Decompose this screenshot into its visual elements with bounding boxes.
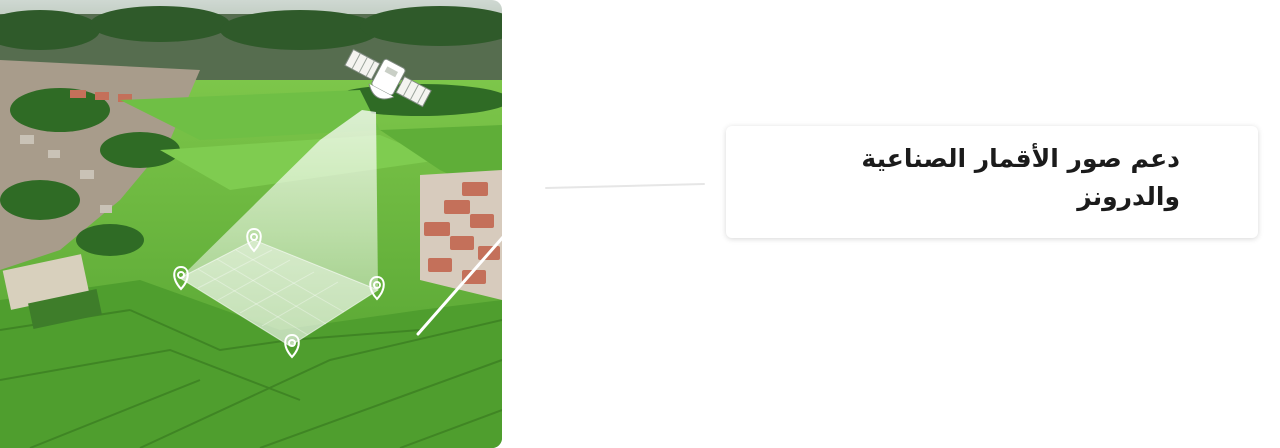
feature-callout-card [726,126,1258,238]
farmland-aerial-image [0,0,502,448]
feature-callout-text: دعم صور الأقمار الصناعية والدرونز [861,144,1180,211]
